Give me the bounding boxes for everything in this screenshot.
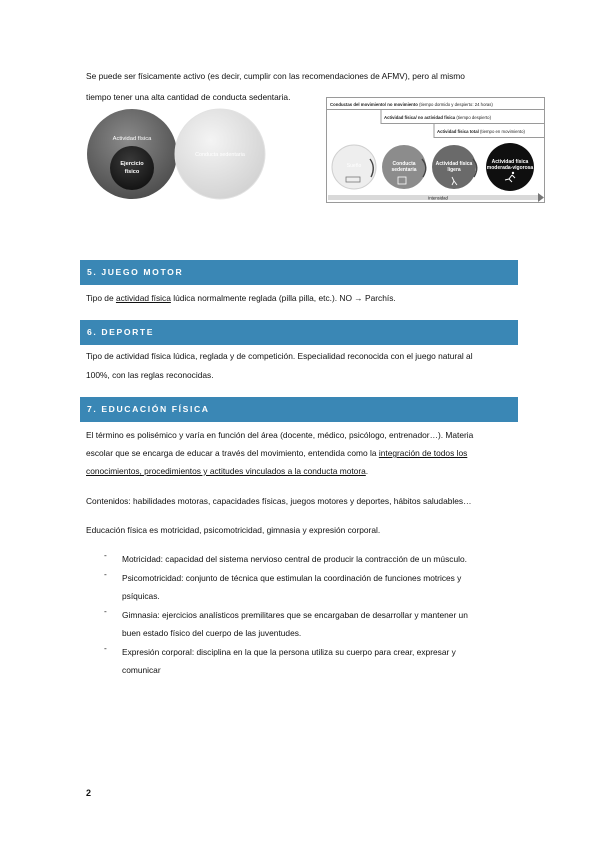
venn-inner-label-1: Ejercicio xyxy=(120,161,144,167)
definition-line: Educación física es motricidad, psicomotricidad, gimnasia y expresión corporal. xyxy=(86,525,381,535)
sedentary-label-2: sedentaria xyxy=(391,167,417,173)
activity-link: actividad física xyxy=(115,293,171,303)
diagram-row3-label: Actividad física total (tiempo en movimiento) xyxy=(437,129,525,134)
exercise-circle xyxy=(110,146,154,190)
list-bullet: - xyxy=(104,569,107,579)
section-heading-label: 5. JUEGO MOTOR xyxy=(87,267,184,277)
sleep-label: Sueño xyxy=(346,163,362,169)
list-item-motricidad: Motricidad: capacidad del sistema nervioso central de producir la contracción de un músculo. xyxy=(122,554,467,564)
list-item-expresion-corporal: Expresión corporal: disciplina en la que la persona utiliza su cuerpo para crear, expresar y xyxy=(122,647,456,657)
venn-inner-label-2: físico xyxy=(124,169,140,175)
section-heading-educacion-fisica xyxy=(80,397,518,422)
light-activity-label-2: ligera xyxy=(447,167,461,173)
list-bullet: - xyxy=(104,606,107,616)
movement-behaviour-diagram xyxy=(326,97,545,207)
educacion-line-1: El término es polisémico y varía en función del área (docente, médico, psicólogo, entrenador…). Materia xyxy=(86,430,474,440)
light-activity-label-1: Actividad física xyxy=(435,161,473,167)
juego-motor-text: Tipo de actividad física lúdica normalmente reglada (pilla pilla, etc.). NO → Parchís. xyxy=(86,293,396,303)
list-item-gimnasia-cont: buen estado físico del cuerpo de las juventudes. xyxy=(122,628,302,638)
educacion-line-3: conocimientos, procedimientos y actitudes vinculados a la conducta motora. xyxy=(86,466,369,476)
list-item-expresion-corporal-cont: comunicar xyxy=(122,665,161,675)
activity-venn-figure xyxy=(84,108,304,200)
mvpa-label-2: moderada-vigorosa xyxy=(486,165,534,171)
venn-right-label: Conducta sedentaria xyxy=(195,152,245,158)
section-heading-deporte xyxy=(80,320,518,345)
intensity-label: Intensidad xyxy=(428,195,448,201)
list-item-gimnasia: Gimnasia: ejercicios analísticos premilitares que se encargaban de desarrollar y mantener un xyxy=(122,610,468,620)
list-item-psicomotricidad-cont: psíquicas. xyxy=(122,591,160,601)
contenidos-line: Contenidos: habilidades motoras, capacidades físicas, juegos motores y deportes, hábitos saludables… xyxy=(86,496,472,506)
list-bullet: - xyxy=(104,643,107,653)
diagram-row1-label: Conductas del movimiento/ no movimiento (tiempo dormido y despierto: 24 horas) xyxy=(330,102,493,107)
section-heading-label: 7. EDUCACIÓN FÍSICA xyxy=(87,404,210,414)
intro-line-1: Se puede ser físicamente activo (es decir, cumplir con las recomendaciones de AFMV), pero al mismo xyxy=(86,71,465,81)
sedentary-label-1: Conducta xyxy=(392,161,416,167)
section-heading-juego-motor xyxy=(80,260,518,285)
mvpa-label-1: Actividad física xyxy=(491,159,529,165)
list-item-psicomotricidad: Psicomotricidad: conjunto de técnica que estimulan la coordinación de funciones motrices y xyxy=(122,573,462,583)
deporte-line-1: Tipo de actividad física lúdica, reglada y de competición. Especialidad reconocida con el juego natural al xyxy=(86,351,473,361)
list-bullet: - xyxy=(104,550,107,560)
intro-line-2: tiempo tener una alta cantidad de conducta sedentaria. xyxy=(86,92,291,102)
page-number: 2 xyxy=(86,788,92,798)
section-heading-label: 6. DEPORTE xyxy=(87,327,155,337)
diagram-row2-label: Actividad física/ no actividad física (tiempo despierto) xyxy=(384,115,492,120)
venn-outer-label: Actividad física xyxy=(112,136,152,142)
deporte-line-2: 100%, con las reglas reconocidas. xyxy=(86,370,214,380)
educacion-line-2: escolar que se encarga de educar a través del movimiento, entendida como la integración de todos los xyxy=(86,448,468,458)
